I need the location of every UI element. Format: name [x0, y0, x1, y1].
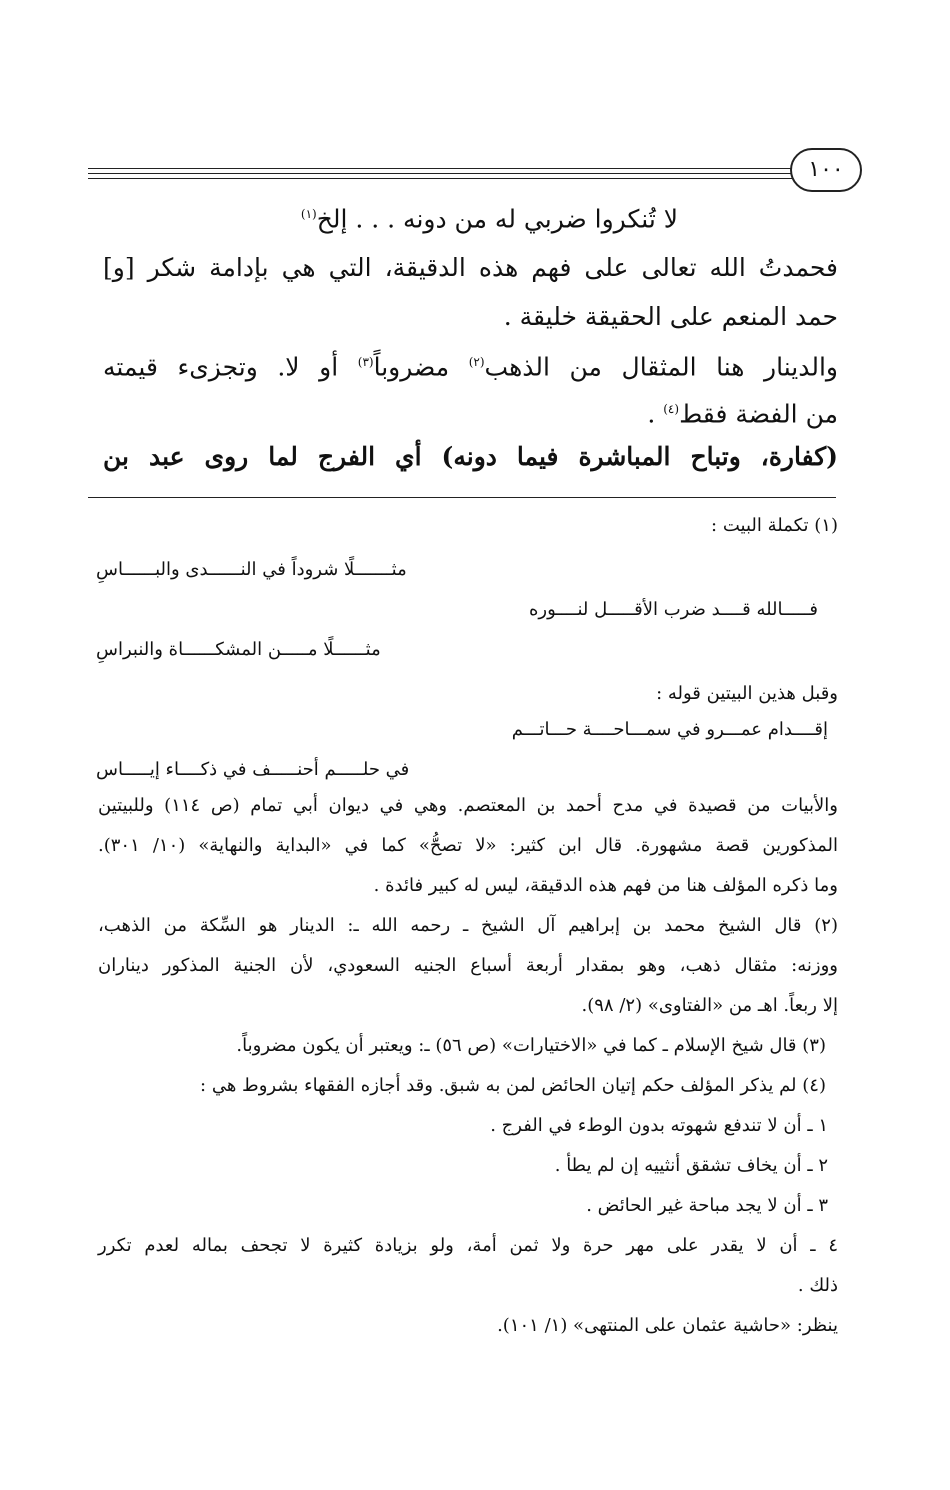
page-number: ١٠٠	[790, 148, 862, 192]
main-line: حمد المنعم على الحقيقة خليقة .	[503, 302, 838, 331]
text-line: والأبيات من قصيدة في مدح أحمد بن المعتصم. وهي في ديوان أبي تمام (ص ١١٤) وللبيتين	[98, 795, 838, 816]
text-line: ذلك .	[797, 1275, 838, 1296]
verse: في حلـــــم أحنـــــف في ذكــــاء إيـــــاس	[96, 759, 410, 780]
main-line: فحمدتُ الله تعالى على فهم هذه الدقيقة، التي هي بإدامة شكر [و]	[103, 253, 838, 282]
header-rule	[88, 178, 793, 179]
header-rule	[88, 168, 793, 169]
condition: ٤ ـ أن لا يقدر على مهر حرة ولا ثمن أمة، ولو بزيادة كثيرة لا تجحف بماله لعدم تكرر	[98, 1235, 838, 1256]
footnote-1: (١) تكملة البيت :	[711, 515, 838, 536]
text-line: إلا ربعاً. اهـ من «الفتاوى» (٢/ ٩٨).	[581, 995, 838, 1016]
footnote-2: (٢) قال الشيخ محمد بن إبراهيم آل الشيخ ـ رحمه الله ـ: الدينار هو السِّكة من الذهب،	[98, 915, 838, 936]
verse: مثـــــــلًا شروداً في النــــــدى والبــــــاسِ	[96, 559, 407, 580]
condition: ٢ ـ أن يخاف تشقق أنثييه إن لم يطأ .	[554, 1155, 828, 1176]
text-line: وقبل هذين البيتين قوله :	[656, 683, 838, 704]
text-line: المذكورين قصة مشهورة. قال ابن كثير: «لا تصحُّ» كما في «البداية والنهاية» (١٠/ ٣٠١).	[98, 835, 838, 856]
footnote-4: (٤) لم يذكر المؤلف حكم إتيان الحائض لمن به شبق. وقد أجازه الفقهاء بشروط هي :	[200, 1075, 826, 1096]
footnote-ref: (٢)	[468, 355, 485, 369]
condition: ٣ ـ أن لا يجد مباحة غير الحائض .	[586, 1195, 828, 1216]
footnote-ref: (٤)	[663, 402, 680, 416]
main-line: (كفارة، وتباح المباشرة فيما دونه) أي الفرج لما روى عبد بن	[103, 442, 838, 471]
footnote-3: (٣) قال شيخ الإسلام ـ كما في «الاختيارات» (ص ٥٦) ـ: ويعتبر أن يكون مضروباً.	[236, 1035, 826, 1056]
footnote-separator	[88, 497, 836, 498]
verse: مثــــــلًا مـــــن المشكــــــاة والنبراسِ	[96, 639, 381, 660]
text-line: وما ذكره المؤلف هنا من فهم هذه الدقيقة، ليس له كبير فائدة .	[373, 875, 838, 896]
footnote-ref: (٣)	[357, 355, 374, 369]
main-line: والدينار هنا المثقال من الذهب$^{(٢)}$ مضروباً$^{(٣)}$ أو لا. وتجزىء قيمته	[103, 352, 838, 382]
condition: ١ ـ أن لا تندفع شهوته بدون الوطء في الفرج .	[490, 1115, 828, 1136]
verse: فـــــالله قــــد ضرب الأقـــــل لنــــوره	[528, 599, 818, 620]
main-line: لا تُنكروا ضربي له من دونه . . . إلخ$^{(١)}$	[300, 204, 678, 234]
footnote-ref: (١)	[300, 207, 317, 221]
reference: ينظر: «حاشية عثمان على المنتهى» (١/ ١٠١).	[497, 1315, 838, 1336]
text-line: ووزنه: مثقال ذهب، وهو بمقدار أربعة أسباع الجنيه السعودي، لأن الجنية المذكور ديناران	[98, 955, 838, 976]
verse: إقــــدام عمـــرو في سمـــاحــــة حـــاتـــم	[511, 719, 828, 740]
header-rule	[88, 173, 793, 174]
main-line: من الفضة فقط$^{(٤)}$ .	[647, 399, 838, 429]
